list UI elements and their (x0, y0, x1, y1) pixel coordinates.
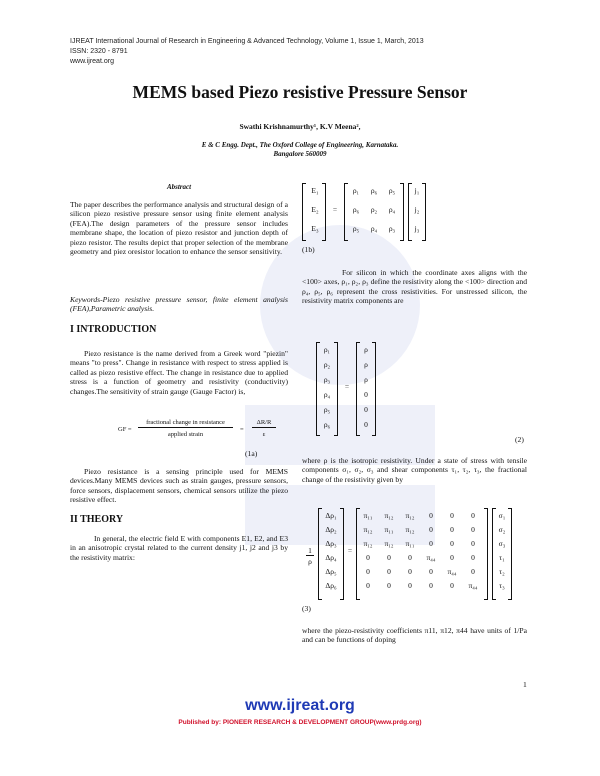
matrix-cell: π₁₂ (384, 511, 394, 520)
matrix-cell: 0 (408, 581, 412, 590)
matrix-cell: 0 (429, 567, 433, 576)
unstressed-resistivity-matrix: ρ₁ ρ₂ ρ₃ ρ₄ ρ₅ ρ₆ = ρ ρ ρ 0 0 0 (316, 342, 376, 438)
silicon-paragraph: For silicon in which the coordinate axes aligns with the <100> axes, ρ₁, ρ₂, ρ₃ define the resistivity along the <100> direction and ρ₄, ρ₅, ρ₆ represent the cross resistivities. For unstressed silicon, the resistivity matrix components are (302, 268, 527, 306)
affiliation: E & C Engg. Dept., The Oxford College of Engineering, Karnataka. Bangalore 560009 (201, 141, 399, 158)
matrix-cell: π₁₂ (405, 511, 415, 520)
issn: ISSN: 2320 - 8791 (70, 48, 128, 55)
matrix-cell: π₁₂ (384, 539, 394, 548)
equation-label-1b: (1b) (302, 245, 315, 254)
matrix-cell: π₁₂ (363, 539, 373, 548)
page-number: 1 (523, 680, 527, 689)
intro-paragraph-2: Piezo resistance is a sensing principle used for MEMS devices.Many MEMS devices such as strain gauges, pressure sensors, force sensors, displacement sensors, chemical sensors utilize the piezo resistive effect. (70, 467, 288, 505)
matrix-cell: π₄₄ (426, 553, 436, 562)
theory-heading: II THEORY (70, 514, 124, 525)
matrix-cell: π₁₁ (405, 539, 415, 548)
matrix-cell: 0 (408, 553, 412, 562)
abstract-text: The paper describes the performance analysis and structural design of a silicon piezo resistive pressure sensor using finite element analysis (FEA).The design parameters of the pressure sensor includes membrane shape, the location of piezo resistor and junction depth of piezo resistor. The results depict that proper selection of the membrane geometry and piez oresistor location to enhance the sensor sensitivity. (70, 200, 288, 257)
journal-header: IJREAT International Journal of Research in Engineering & Advanced Technology, Volume 1, Issue 1, March, 2013 (70, 38, 424, 45)
footer-url[interactable]: www.ijreat.org (245, 697, 355, 714)
header-site[interactable]: www.ijreat.org (70, 58, 114, 65)
matrix-cell: 0 (429, 511, 433, 520)
equation-label-2: (2) (515, 435, 524, 444)
equation-label-1a: (1a) (245, 449, 258, 458)
matrix-cell: 0 (450, 539, 454, 548)
page-title: MEMS based Piezo resistive Pressure Sensor (132, 82, 468, 102)
matrix-cell: 0 (450, 553, 454, 562)
matrix-cell: 0 (471, 553, 475, 562)
matrix-cell: 0 (408, 567, 412, 576)
keywords: Keywords-Piezo resistive pressure sensor, finite element analysis (FEA),Parametric analysis. (70, 295, 288, 314)
matrix-cell: π₄₄ (468, 581, 478, 590)
piezo-coefficient-matrix: 1 ρ Δρ₁ Δρ₂ Δρ₃ Δρ₄ Δρ₅ Δρ₆ = π₁₁ π₁₂ π₁₂ 0 0 0 π₁₂ π₁₁ π₁₂ 0 0 0 π₁₂ π₁₂ π₁₁ 0 0 0 0 0 0 π₄₄ 0 0 0 0 0 0 π₄₄ 0 0 0 0 0 0 π₄₄ σ₁ σ₂ σ₃ τ₁ τ₂ τ₃ (306, 508, 528, 602)
theory-paragraph-1: In general, the electric field E with components E1, E2, and E3 in an anisotropic crystal related to the current density j1, j2 and j3 by the resistivity matrix: (70, 534, 288, 562)
stress-paragraph: where ρ is the isotropic resistivity. Under a state of stress with tensile components σ₁, σ₂, σ₃ and shear components τ₁, τ₂, τ₃, the fractional change of the resistivity given by (302, 456, 527, 484)
matrix-cell: 0 (366, 581, 370, 590)
matrix-cell: π₁₂ (405, 525, 415, 534)
intro-heading: I INTRODUCTION (70, 324, 157, 335)
matrix-cell: 0 (471, 525, 475, 534)
matrix-cell: 0 (450, 525, 454, 534)
matrix-cell: 0 (429, 525, 433, 534)
matrix-cell: 0 (366, 553, 370, 562)
matrix-cell: π₁₁ (384, 525, 394, 534)
matrix-cell: 0 (387, 567, 391, 576)
matrix-cell: 0 (471, 567, 475, 576)
matrix-cell: 0 (450, 511, 454, 520)
matrix-cell: π₄₄ (447, 567, 457, 576)
gauge-factor-equation: GF = fractional change in resistance applied strain = ΔR/R ε (118, 419, 288, 443)
matrix-cell: π₁₂ (363, 525, 373, 534)
matrix-cell: 0 (429, 539, 433, 548)
authors: Swathi Krishnamurthy¹, K.V Meena², (239, 122, 361, 131)
matrix-cell: 0 (471, 511, 475, 520)
matrix-cell: 0 (429, 581, 433, 590)
footer-publisher: Published by: PIONEER RESEARCH & DEVELOPMENT GROUP(www.prdg.org) (178, 719, 422, 726)
abstract-heading: Abstract (166, 183, 192, 191)
equation-label-3: (3) (302, 604, 311, 613)
resistivity-matrix-1b: E₁ E₂ E₃ = ρ₁ ρ₆ ρ₅ ρ₆ ρ₂ ρ₄ ρ₅ ρ₄ ρ₃ j₁ j₂ j₃ (302, 183, 442, 243)
matrix-cell: 0 (471, 539, 475, 548)
matrix-cell: 0 (387, 581, 391, 590)
matrix-cell: π₁₁ (363, 511, 373, 520)
piezo-coefficient-paragraph: where the piezo-resistivity coefficients π11, π12, π44 have units of 1/Pa and can be functions of doping (302, 626, 527, 645)
matrix-cell: 0 (450, 581, 454, 590)
matrix-cell: 0 (366, 567, 370, 576)
intro-paragraph-1: Piezo resistance is the name derived from a Greek word "piezin" means "to press". Change in resistance with respect to stress applied is called as piezo resistive effect. The change in resistance due to applied stress is a function of geometry and resistivity (conductivity) changes.The sensitivity of strain gauge (Gauge Factor) is, (70, 349, 288, 396)
matrix-cell: 0 (387, 553, 391, 562)
